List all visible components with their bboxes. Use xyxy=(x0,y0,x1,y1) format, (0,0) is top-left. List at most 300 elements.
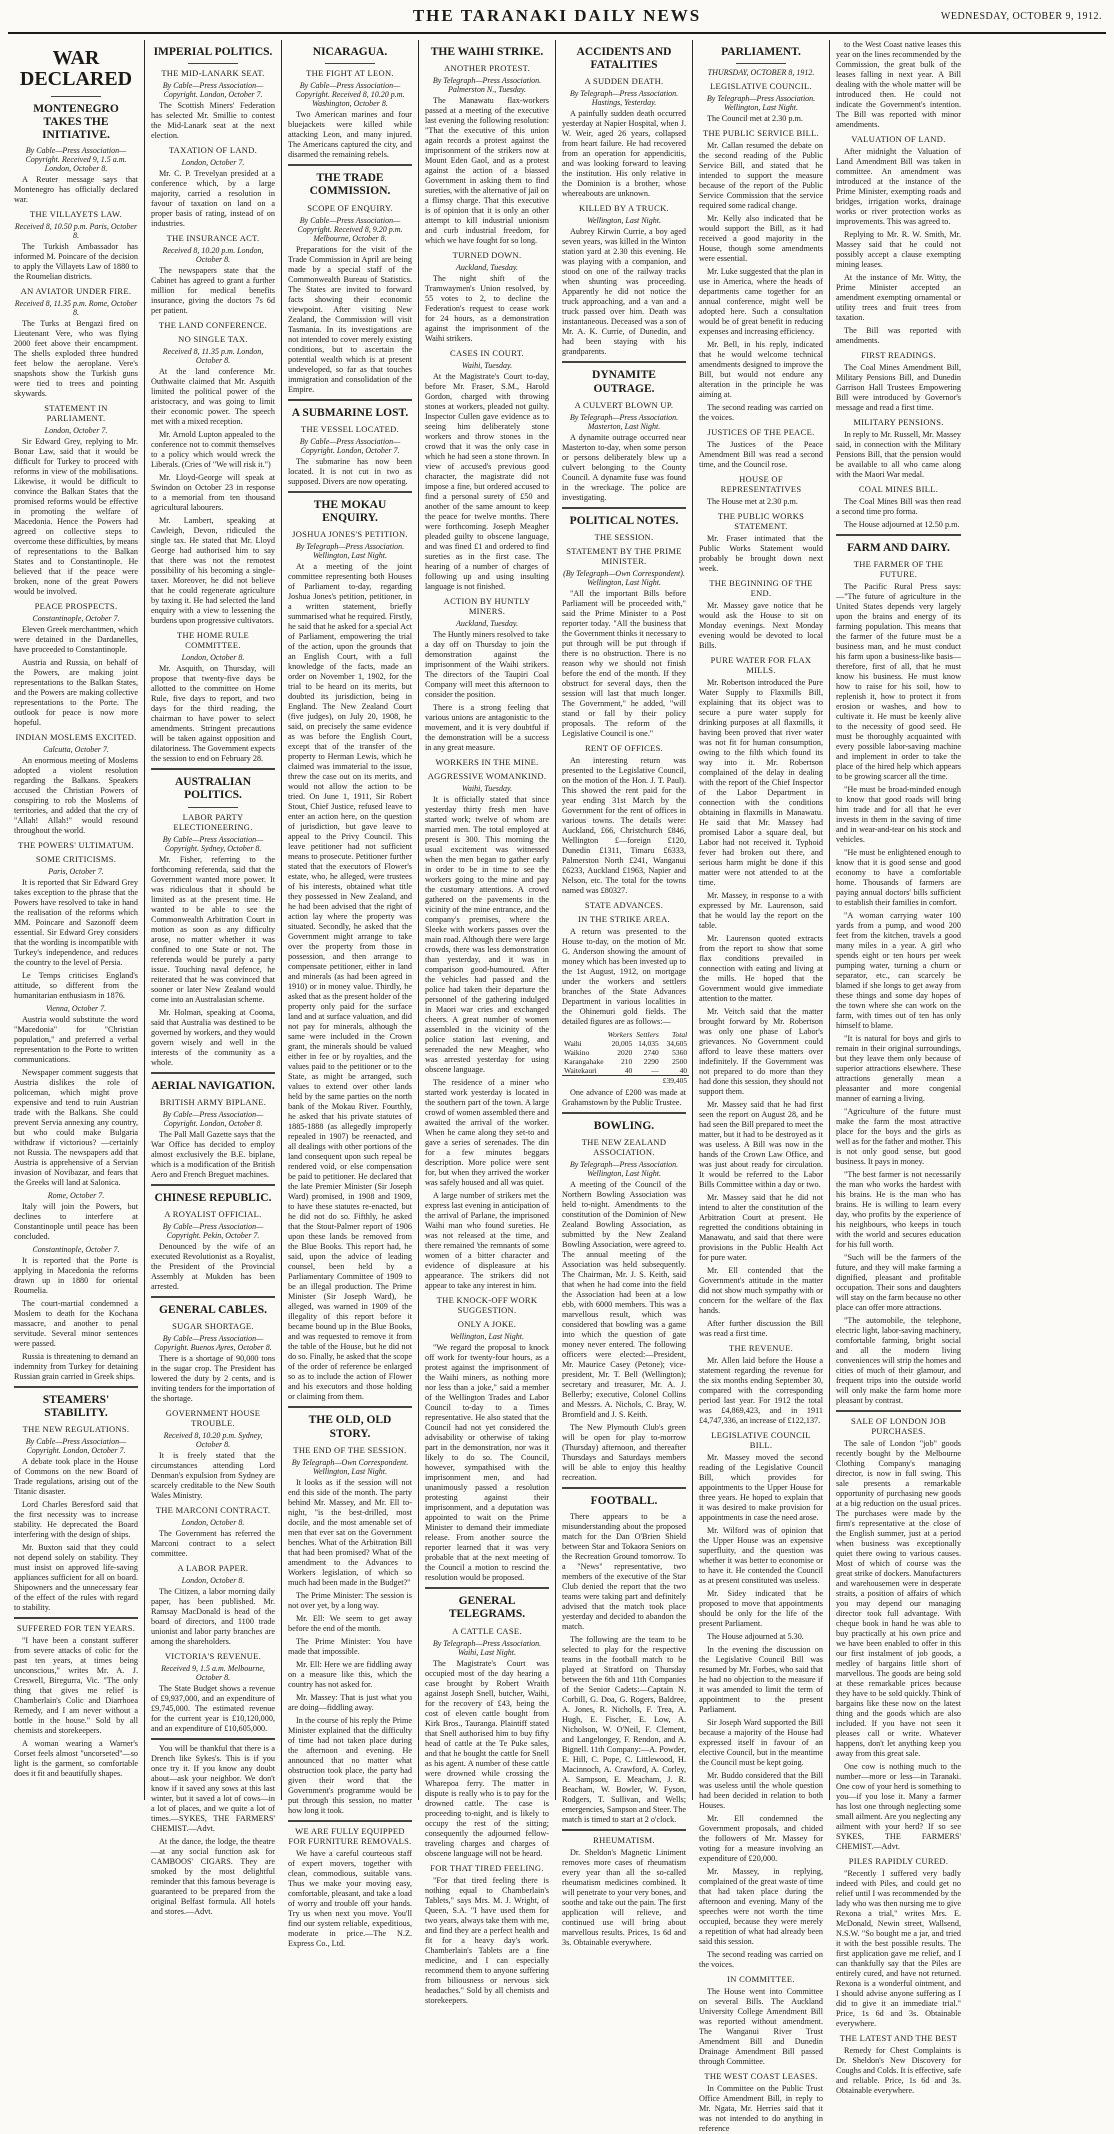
article-paragraph: A return was presented to the House to-day, on the motion of Mr. G. Anderson showing the amount of money which has been invested up to the 1st August, 1912, on mortgage under the workers and settlers branches of the State Advances Department in various localities in the Ohinemuri gold fields. The detailed figures are as follows:— xyxy=(562,927,686,1027)
article-paragraph: An interesting return was presented to the Legislative Council, on the motion of the Hon. J. T. Paul). This showed the rent paid for the year ending 31st March by the Government for the rent of offices in various towns. The details were: Auckland, £66, Christchurch £846, Wellington £—foreign £120, Dunedin £1311, Timaru £6333, Palmerston North £241, Wanganui £6233, Auckland £1963, Napier and Nelson, etc. The total for the towns named was £80327. xyxy=(562,756,686,896)
article-paragraph: Mr. Lambert, speaking at Cawleigh, Devon, ridiculed the single tax. He stated that Mr. Lloyd George had authorised him to say that there was not the remotest possibility of his becoming a single-taxer. Moreover, he did not believe that he could regenerate agriculture by taxing it. He had selected the land enquiry with a view to lessening the burdens upon progressive cultivators. xyxy=(151,516,275,626)
dateline: By Cable—Press Association—Copyright. Sydney, October 8. xyxy=(162,834,264,853)
column-divider xyxy=(325,63,375,64)
article-paragraph: Mr. Massey gave notice that he would ask the House to sit on Monday evenings. Next Monday evening would be devoted to local Bills. xyxy=(699,601,823,651)
article-paragraph: After further discussion the Bill was read a first time. xyxy=(699,1319,823,1339)
article-paragraph: Le Temps criticises England's attitude, so different from the humanitarian enthusiasm in 1876. xyxy=(14,970,138,1000)
article-paragraph: "I have been a constant sufferer from severe attacks of colic for the past ten years, at times being unconscious," writes Mr. A. J. Creswell, Biregurra, Vic. "The only thing that gives me relief is Chamberlain's Colic and Diarrhoea Remedy, and I am never without a bottle in the house." Sold by all chemists and storekeepers. xyxy=(14,1636,138,1736)
article-paragraph: Sir Joseph Ward supported the Bill because a majority of the House had expressed itself in favour of an elective Council, but in the meantime the Council must be kept going. xyxy=(699,1718,823,1768)
table-cell: 5360 xyxy=(672,1048,688,1058)
subheading: SUFFERED FOR TEN YEARS. xyxy=(16,1623,136,1634)
article-paragraph: The second reading was carried on the voices. xyxy=(699,403,823,423)
dateline: By Cable—Press Association—Copyright. London, October 7. xyxy=(162,81,264,100)
table-total-cell xyxy=(606,1076,635,1086)
article-paragraph: Mr. Sidey indicated that he proposed to move that appointments should be only for the life of the present Parliament. xyxy=(699,1589,823,1629)
subheading: LEGISLATIVE COUNCIL BILL. xyxy=(711,1430,811,1451)
table-cell: 34,605 xyxy=(666,1039,688,1049)
subheading: THE FARMER OF THE FUTURE. xyxy=(853,559,944,580)
article-paragraph: Mr. Massey, in replying, complained of the great waste of time that had taken place during the afternoon and evening. Many of the speeches were not worth the time occupied, because they were merely a repetition of what had already been said this session. xyxy=(699,1867,823,1947)
article-paragraph: Preparations for the visit of the Trade Commission in April are being made by a special staff of the Commonwealth Bureau of Statistics. The States are invited to forward facts showing their economic viewpoint. After visiting New Zealand, the Commission will visit Tasmania. In its investigations are not intended to cover merely existing conditions, but to ascertain the potential wealth which is at present undeveloped, so far as that touches immigration and consolidation of the Empire. xyxy=(288,244,412,394)
subheading: THE POWERS' ULTIMATUM. xyxy=(18,839,134,850)
column-divider xyxy=(151,768,275,770)
column-divider xyxy=(151,1296,275,1298)
subheading: THE PUBLIC WORKS STATEMENT. xyxy=(717,511,805,532)
article-paragraph: A painfully sudden death occurred yesterday at Napier Hospital, when J. W. Weir, aged 26 years, collapsed from heart failure. He had recovered from an operation for appendicitis, and was looking forward to leaving the institution. His only relative in the Dominion is a brother, whose whereabouts are unknown. xyxy=(562,109,686,199)
article-paragraph: The House adjourned at 12.50 p.m. xyxy=(844,520,960,529)
subheading: ACTION BY HUNTLY MINERS. xyxy=(443,596,531,617)
article-paragraph: Mr. Massey moved the second reading of the Legislative Council Bill, which provides for appointments to the Upper House for three years. He hoped to explain that it was desired to make provision for appointments in case the need arose. xyxy=(699,1453,823,1523)
article-paragraph: Mr. Luke suggested that the plan in use in America, where the heads of departments came together for an annual conference, might well be adopted here. Such a consultation would be of great benefit in reducing expenses and increasing efficiency. xyxy=(699,267,823,337)
article-paragraph: One cow is nothing much to the number—more or less—in Taranaki. One cow of your herd is something to you—if you lose it. Many a farmer has lost one through neglecting some small ailment. Are you neglecting any ailment with your herd? If so see SYKES, THE FARMERS' CHEMIST.—Advt. xyxy=(836,1762,961,1852)
dateline: London, October 8. xyxy=(181,653,245,663)
dateline: Wellington, Last Night. xyxy=(587,216,661,226)
subheading: THE INSURANCE ACT. xyxy=(166,233,260,244)
headline: IMPERIAL POLITICS. xyxy=(153,46,273,58)
article-paragraph: Russia is threatening to demand an indemnity from Turkey for detaining Russian grain carried in Greek ships. xyxy=(14,1351,138,1381)
dateline: (By Telegraph—Own Correspondent). Wellington, Last Night. xyxy=(563,569,685,588)
article-paragraph: You will be thankful that there is a Drench like Sykes's. This is if you once try it. If you know any doubt about—ask your neighbor. We don't know if it saved any sows at this last winter, but it saved a lot of cows—in a lot of places, and we quite a lot of times.—SYKES, THE FARMERS' CHEMIST.—Advt. xyxy=(151,1744,275,1834)
headline: DYNAMITE OUTRAGE. xyxy=(592,369,656,395)
subheading: COAL MINES BILL. xyxy=(858,484,939,494)
subheading: TAXATION OF LAND. xyxy=(168,145,258,156)
subheading: INDIAN MOSLEMS EXCITED. xyxy=(15,731,137,742)
article-paragraph: Mr. Fisher, referring to the forthcoming referenda, said that the Government wanted more power. It was ridiculous that it should be limited as at the present time. He wanted to be able to see the Commonwealth Arbitration Court in motion as soon as any difficulty arose, no matter whether it was confined to one State or not. The referenda would be purely a party issue. Touching naval defence, he reiterated that he was convinced that sooner or later New Zealand would come into an Australasian scheme. xyxy=(151,854,275,1004)
dateline: London, October 8. xyxy=(181,1576,245,1586)
dateline: Auckland, Tuesday. xyxy=(456,263,518,273)
subheading: IN COMMITTEE. xyxy=(727,1974,795,1985)
column-divider xyxy=(151,1072,275,1074)
column-divider xyxy=(288,399,412,401)
newspaper-page xyxy=(8,0,1106,2134)
article-paragraph: The Scottish Miners' Federation has selected Mr. Smillie to contest the Mid-Lanark seat at the next election. xyxy=(151,101,275,141)
article-paragraph: Mr. Veitch said that the matter brought forward by Mr. Robertson was only one phase of Labor's grievances. No Government could afford to leave these matters over indefinitely. If the Government was not prepared to do more than they had done this session, they should not support them. xyxy=(699,1007,823,1097)
article-paragraph: The newspapers state that the Cabinet has agreed to grant a further million for medical benefits insurance, giving the doctors 7s 6d per patient. xyxy=(151,266,275,316)
article-paragraph: Lord Charles Beresford said that the first necessity was to increase stability. He deprecated the Board interfering with the design of ships. xyxy=(14,1500,138,1540)
article-paragraph: The Magistrate's Court was occupied most of the day hearing a case brought by Robert Wraith against Joseph Snell, butcher, Waihi, for the recovery of £43, being the cost of eleven cattle bought from Kirk Bros., Tauranga. Plaintiff stated that Snell authorised him to buy fifty head of cattle at the Te Puke sales, and that he bought the cattle for Snell as his agent. A number of these cattle were drowned while crossing the Wharepoa ferry. The matter in dispute is really who is to pay for the drowned cattle. The case is proceeding to-night, and is likely to occupy the rest of the sitting; consequently the adjourned fellow-traveling charges and charges of obscene language will not be heard. xyxy=(425,1658,549,1858)
subheading: SALE OF LONDON JOB PURCHASES. xyxy=(851,1416,946,1437)
dateline: By Cable—Press Association—Copyright. Received 9, 1.5 a.m. London, October 8. xyxy=(25,145,127,173)
column-divider xyxy=(14,1617,138,1619)
article-paragraph: "A woman carrying water 100 yards from a pump, and wood 200 feet from the kitchen, travels a good many miles in a year. A girl who spends eight or ten hours per week pumping water, turning a churn or separator, etc., can scarcely be blamed if she longs to get away from these things and some day hopes of the town where she can work on the farm, with times out of ten has only himself to blame. xyxy=(836,911,961,1031)
table-header-cell xyxy=(562,1030,606,1039)
article-paragraph: The Council met at 2.30 p.m. xyxy=(707,114,803,124)
article-paragraph: "We regard the proposal to knock off work for twenty-four hours, as a protest against the imprisonment of the Waihi miners, as nothing more nor less than a joke," said a member of the Wellington Trades and Labor Council to-day to a Times representative. He also stated that the Council had not yet considered the advisability or otherwise of taking part in the demonstration, nor was it likely to do so. The Council, however, sympathised with the imprisonment men, and had unanimously passed a resolution protesting against their imprisonment, and a deputation was appointed to wait on the Prime Minister to demand their immediate release. From another source the reporter learned that it was very probable that at the next meeting of the Council a motion to rescind the resolution would be proposed. xyxy=(425,1343,549,1583)
column-divider xyxy=(562,361,686,363)
dateline: By Telegraph—Press Association. Wellington, Last Night. xyxy=(295,542,405,561)
column-divider xyxy=(425,1587,549,1589)
article-paragraph: The Pall Mall Gazette says that the War Office has decided to employ almost exclusively the B.E. biplane, which is a modification of the British Aero and French Breguet machines. xyxy=(151,1129,275,1179)
dateline: Received 8, 11.35 p.m. Rome, October 8. xyxy=(14,298,138,317)
article-paragraph: "All the important Bills before Parliament will be proceeded with," said the Prime Minister to a Post reporter today. "All the business that the Government thinks it necessary to put through will be put through if there is no obstruction. There is no reason why we should not finish before the end of the month. If they obstruct for several days, then the session will last that much longer. The Government," he added, "will stand or fall by their policy proposals. The reform of the Legislative Council is one." xyxy=(562,589,686,739)
subheading: WORKERS IN THE MINE. xyxy=(435,757,539,768)
table-total-cell xyxy=(634,1076,661,1086)
article-paragraph: Mr. Arnold Lupton appealed to the conference not to commit themselves to a policy which would wreck the Liberals. (Cries of "We will risk it.") xyxy=(151,430,275,470)
table-header-cell: Total xyxy=(672,1030,688,1040)
dateline: By Telegraph—Press Association. Hastings, Yesterday. xyxy=(569,89,679,108)
article-paragraph: The Coal Mines Bill was then read a second time pro forma. xyxy=(836,497,961,516)
article-paragraph: There appears to be a misunderstanding about the proposed match for the Dan O'Brien Shield between Star and Tokaora Seniors on the Recreation Ground tomorrow. To a "News" representative, two members of the executive of the Star Club denied the report that the two teams were taking part and definitely advised that the match took place yesterday and decided to abandon the match. xyxy=(562,1511,686,1631)
article-paragraph: Italy will join the Powers, but declines to interfere at Constantinople until peace has been concluded. xyxy=(14,1201,138,1241)
headline: PARLIAMENT. xyxy=(721,46,801,58)
article-paragraph: Mr. Asquith, on Thursday, will propose that twenty-five days be allotted to the committee on Home Rule, five days to report, and two days for the third reading, the chairman to have power to select amendments. Stringent precautions will be taken against opposition and dilatoriness. The Government expects the session to end on February 28. xyxy=(151,664,275,764)
headline: FOOTBALL. xyxy=(590,1495,658,1508)
headline: CHINESE REPUBLIC. xyxy=(154,1191,272,1204)
article-paragraph: Mr. Ell condemned the Government proposals, and chided the followers of Mr. Massey for voting for a measure involving an expenditure of £20,000. xyxy=(699,1814,823,1864)
subheading: STATE ADVANCES. xyxy=(584,900,664,911)
dateline: Constantinople, October 7. xyxy=(32,1244,120,1254)
article-paragraph: Denounced by the wife of an executed Revolutionist as a Royalist, the President of the Provincial Assembly at Mukden has been arrested. xyxy=(151,1242,275,1292)
article-paragraph: It is reported that the Porte is applying in Macedonia the reforms drawn up in 1880 for oriental Roumelia. xyxy=(14,1255,138,1295)
headline: WAR DECLARED xyxy=(19,47,133,90)
table-cell: 2740 xyxy=(643,1048,659,1058)
article-paragraph: In the course of his reply the Prime Minister explained that the difficulty of time had not taken place during the afternoon and evening. He announced that no matter what obstruction took place, the party had given their word that the Government's programme would be put through this session, no matter how long it took. xyxy=(288,1715,412,1815)
issue-date: WEDNESDAY, OCTOBER 9, 1912. xyxy=(940,11,1102,22)
subheading: THE REVENUE. xyxy=(728,1343,794,1354)
subheading: THE MID-LANARK SEAT. xyxy=(161,68,265,79)
article-paragraph: The night shift of the Tramwaymen's Union resolved, by 55 votes to 2, to decline the Federation's request to cease work for 24 hours, as a demonstration against the imprisonment of the Waihi strikers. xyxy=(425,274,549,344)
article-paragraph: The submarine has now been located. It is not cut in two as supposed. Divers are now operating. xyxy=(288,456,412,486)
article-paragraph: "For that tired feeling there is nothing equal to Chamberlain's Tablets," says Mrs. M. J. Wright, of Queen, S.A. "I have used them for two years, always take them with me, and find they are a perfect health and fit for a heavy day's work. Chamberlain's Tablets are a fine medicine, and I can especially recommend them to anyone suffering from biliousness or nervous sick headaches." Sold by all chemists and storekeepers. xyxy=(425,1875,549,2005)
subheading: LABOR PARTY ELECTIONEERING. xyxy=(173,811,253,832)
article-paragraph: The Government has referred the Marconi contract to a select committee. xyxy=(151,1529,275,1559)
subheading: ONLY A JOKE. xyxy=(457,1319,517,1330)
headline: THE TRADE COMMISSION. xyxy=(309,172,391,198)
column-divider xyxy=(836,1410,961,1412)
subheading: HOUSE OF REPRESENTATIVES xyxy=(720,474,802,495)
subheading: SUGAR SHORTAGE. xyxy=(172,1321,254,1332)
headline: NICARAGUA. xyxy=(312,46,388,58)
column-divider xyxy=(51,96,101,97)
subheading: THE MARCONI CONTRACT. xyxy=(155,1505,271,1516)
headline: A SUBMARINE LOST. xyxy=(291,406,409,419)
headline: STEAMERS' STABILITY. xyxy=(42,1393,110,1419)
article-paragraph: The House met at 2.30 p.m. xyxy=(707,497,798,507)
subheading: STATEMENT BY THE PRIME MINISTER. xyxy=(566,546,682,567)
article-paragraph: The Prime Minister: The session is not over yet, by a long way. xyxy=(288,1590,412,1610)
dateline: By Telegraph—Press Association. Palmerston N., Tuesday. xyxy=(432,76,542,95)
subheading: JUSTICES OF THE PEACE. xyxy=(707,427,815,438)
subheading: TURNED DOWN. xyxy=(452,250,522,261)
subheading: THE FIGHT AT LEON. xyxy=(306,68,394,79)
dateline: London, October 8. xyxy=(181,1518,245,1528)
article-paragraph: "He must be broad-minded enough to know that good roads will bring him trade and for all that he ever invests in them in the saving of time and in wear-and-tear on his stock and vehicles. xyxy=(836,785,961,845)
article-paragraph: Mr. Massey said that he did not intend to alter the constitution of the Arbitration Court at present. He regretted the conditions obtaining in Manawatu, and said that there were provisions in the Public Health Act for pure water. xyxy=(699,1193,823,1263)
subheading: IN THE STRIKE AREA. xyxy=(578,914,670,925)
article-paragraph: A Reuter message says that Montenegro has officially declared war. xyxy=(14,174,138,204)
article-paragraph: It looks as if the session will not end this side of the month. The party behind Mr. Massey, and Mr. Ell to-night, "is the best-drilled, most docile, and the most amenable set of men that ever sat on the Government benches. What of the Arbitration Bill that had been promised? What of the amendment to the Advances to Workers legislation, of which so much had been made in the Budget?" xyxy=(288,1477,412,1587)
article-paragraph: Mr. Holman, speaking at Cooma, said that Australia was destined to be governed by workers, and they would govern wisely and well in the interests of the community as a whole. xyxy=(151,1007,275,1067)
column-7 xyxy=(830,40,967,2096)
article-paragraph: There is a shortage of 90,000 tons in the sugar crop. The President has lowered the duty by 2 cents, and is inviting tenders for the importation of the shortage. xyxy=(151,1354,275,1404)
article-paragraph: The following are the team to be selected to play for the respective teams in the football match to be played at Stratford on Thursday between the 6th and 11th Companies of the Senior Cadets:—Captain N. Corbill, G. Doa, G. Rogers, Baldree, A. Jones, R. Nicholls, F. Trea, A. Hugh, E. Fischer, E. Low, A. Nicholson, W. O'Neil, F. Clement, and Langelongey, F. Rendon, and A. Bignell. 11th Company:—A. Powder, E. Hill, C. Pope, C. Littlewood, H. Macinnoch, A. Crawford, A. Corley, A. Sampson, E. Meacham, J. R. Beacham, W. Bowler, W. Fyson, Rodgers, T. Sullivan, and Wells; emergencies, Sampson and Steer. The match is timed to start at 2 o'clock. xyxy=(562,1634,686,1824)
headline: AUSTRALIAN POLITICS. xyxy=(174,776,252,802)
article-paragraph: "Agriculture of the future must make the farm the most attractive place for the boys and the girls as well as for the father and mother. This is not only good sense, but good business. It pays in money. xyxy=(836,1107,961,1167)
subheading: FIRST READINGS. xyxy=(861,350,936,360)
column-divider xyxy=(836,534,961,536)
article-paragraph: Mr. Kelly also indicated that he would support the Bill, as it had received a good majority in the House, though some amendments were essential. xyxy=(699,214,823,264)
article-paragraph: The House adjourned at 5.30. xyxy=(707,1632,804,1642)
dateline: By Telegraph—Press Association. Wellington, Last Night. xyxy=(569,1160,679,1179)
dateline: By Cable—Press Association—Copyright. London, October 7. xyxy=(299,436,401,455)
column-divider xyxy=(288,491,412,493)
table-row xyxy=(562,1039,689,1048)
column-divider xyxy=(188,807,238,808)
table-row xyxy=(562,1066,689,1076)
article-paragraph: The State Budget shows a revenue of £9,937,000, and an expenditure of £9,745,000. The estimated revenue for the current year is £10,120,000, and an expenditure of £10,605,000. xyxy=(151,1684,275,1734)
article-paragraph: The sale of London "job" goods recently bought by the Melbourne Clothing Company's managing director, is now in full swing. This sale presents a remarkable opportunity of purchasing new goods at a big reduction on the usual prices. The purchases were made by the firm's representative at the close of the English summer, just at a period when business was exceptionally quiet there owing to various causes. Most of which of course was the great strike of dockers. Manufacturers and warehousemen were in desperate straits, a position of affairs of which you may depend our managing director took full advantage. With cheque book in hand he was able to buy practically at his own price and we have been enabled to offer in this our first instalment of job goods, a medley of bargains little short of marvellous. The goods are being sold at these remarkable prices because they have to be sold quickly. Think of bargains like these now on the latest thing and the goods which are also included. If you have not seen it pleases call or write. Whatever happens, don't let anything keep you away from this great sale. xyxy=(836,1439,961,1759)
article-paragraph: The second reading was carried on the voices. xyxy=(699,1950,823,1970)
subheading: THE KNOCK-OFF WORK SUGGESTION. xyxy=(436,1295,538,1316)
article-paragraph: "It is natural for boys and girls to remain in their original surroundings, but they leave them only because of superior attractions elsewhere. These attractions generally mean a pleasanter and more congenial manner of earning a living. xyxy=(836,1034,961,1104)
subheading: KILLED BY A TRUCK. xyxy=(579,203,669,214)
article-paragraph: The House went into Committee on several Bills. The Auckland University College Amendment Bill was reported without amendment. The Wanganui River Trust Amendment Bill and Dunedin Drainage Amendment Bill passed through Committee. xyxy=(699,1987,823,2067)
article-paragraph: One advance of £200 was made at Grahamstown by the Public Trustee. xyxy=(562,1088,686,1108)
table-cell: 20,005 xyxy=(611,1039,633,1049)
column-divider xyxy=(562,507,686,509)
article-paragraph: In reply to Mr. Russell, Mr. Massey said, in connection with the Military Pensions Bill, that the pension would be available to all who came along with the Maori War medal. xyxy=(836,430,961,479)
dateline: Received 9, 1.5 a.m. Melbourne, October 8. xyxy=(161,1664,265,1683)
article-paragraph: The Turkish Ambassador has informed M. Poincare of the decision to apply the Villayets Law of 1880 to the Roumelian districts. xyxy=(14,241,138,281)
column-2 xyxy=(145,40,282,1917)
subheading: CASES IN COURT. xyxy=(450,348,524,359)
article-paragraph: Austria and Russia, on behalf of the Powers, are making joint representations to the Balkan States, and the Powers are making collective representations to the Porte. The outlook for peace is now more hopeful. xyxy=(14,657,138,727)
headline: THE MOKAU ENQUIRY. xyxy=(313,498,387,525)
article-paragraph: The New Plymouth Club's green will be open for play to-morrow (Thursday) afternoon, and thereafter Thursdays and Saturdays members will be able to enjoy this healthy recreation. xyxy=(562,1423,686,1483)
dateline: Paris, October 7. xyxy=(48,866,104,876)
article-paragraph: Sir Edward Grey, replying to Mr. Bonar Law, said that it would be difficult for Turkey to proceed with reforms in view of the mobilisations. Likewise, it would be difficult to convince the Balkan States that the promised reforms would be effective in promoting the welfare of Macedonia. Hence the Powers had agreed on collective steps to overcome these difficulties, by means of representations to the Balkan States and to Constantinople. He believed that if the peace were broken, none of the great Powers would be involved. xyxy=(14,436,138,596)
subheading: THE SESSION. xyxy=(594,532,654,543)
article-paragraph: Austria would substitute the word "Macedonia" for "Christian population," and preferred a verbal representation to the Porte to written communications. xyxy=(14,1014,138,1064)
table-cell: 40 xyxy=(679,1066,688,1076)
dateline: By Cable—Press Association—Copyright. Received 8, 9.20 p.m. Melbourne, October 8. xyxy=(297,215,403,243)
column-5 xyxy=(556,40,693,1947)
subheading: PURE WATER FOR FLAX MILLS. xyxy=(710,655,812,676)
dateline: Auckland, Tuesday. xyxy=(456,619,518,629)
subheading: AN AVIATOR UNDER FIRE. xyxy=(20,285,132,296)
subheading: MILITARY PENSIONS. xyxy=(853,417,944,427)
article-paragraph: The Bill was reported with amendments. xyxy=(836,326,961,345)
table-cell: — xyxy=(651,1066,659,1076)
table-row xyxy=(562,1048,689,1057)
headline: POLITICAL NOTES. xyxy=(569,514,679,527)
article-columns xyxy=(8,40,1106,2134)
column-divider xyxy=(562,1829,686,1831)
headline: GENERAL TELEGRAMS. xyxy=(448,1595,526,1621)
article-paragraph: It is freely stated that the circumstances attending Lord Denman's expulsion from Sydney are scarcely creditable to the New South Wales Ministry. xyxy=(151,1451,275,1501)
subheading: THE NEW ZEALAND ASSOCIATION. xyxy=(581,1137,667,1158)
subheading: FOR THAT TIRED FEELING. xyxy=(430,1862,544,1873)
table-header-cell: Workers xyxy=(607,1030,633,1040)
headline: MONTENEGRO TAKES THE INITIATIVE. xyxy=(33,103,119,142)
article-paragraph: In the evening the discussion on the Legislative Council Bill was resumed by Mr. Forbes, who said that he had no objection to the measure if it was amended to limit the term of appointment to the present Parliament. xyxy=(699,1645,823,1715)
table-cell: 2020 xyxy=(617,1048,633,1058)
article-paragraph: Mr. Bell, in his reply, indicated that he would welcome technical amendments designed to improve the Bill, but would not endure any alteration in the principle he was aiming at. xyxy=(699,340,823,400)
article-paragraph: "The automobile, the telephone, electric light, labor-saving machinery, comfortable farming, bright social and all the modern living conveniences will strip the homes and cities of much of their glamour, and frequent trips into the outside world will only make the farm home more pleasant by contrast. xyxy=(836,1316,961,1406)
column-divider xyxy=(562,1112,686,1114)
subheading: WE ARE FULLY EQUIPPED FOR FURNITURE REMOVALS. xyxy=(288,1825,412,1846)
table-cell: 2290 xyxy=(643,1057,659,1067)
subheading: LEGISLATIVE COUNCIL. xyxy=(710,81,812,92)
column-divider xyxy=(14,1386,138,1388)
dateline: By Cable—Press Association—Copyright. London, October 7. xyxy=(25,1437,127,1456)
subheading: THE HOME RULE COMMITTEE. xyxy=(177,630,249,651)
subheading: PILES RAPIDLY CURED. xyxy=(848,1856,949,1867)
article-paragraph: Mr. Lloyd-George will speak at Swindon on October 23 in response to a memorial from ten thousand agricultural labourers. xyxy=(151,473,275,513)
dateline: Waihi, Tuesday. xyxy=(461,361,513,371)
article-paragraph: The court-martial condemned a Moslem to death for the Kochana massacre, and another to penal servitude. Several minor sentences were passed. xyxy=(14,1298,138,1348)
dateline: By Cable—Press Association—Copyright. Received 8, 10.20 p.m. Washington, October 8. xyxy=(295,81,405,109)
article-paragraph: Mr. Fraser intimated that the Public Works Statement would probably be brought down next week. xyxy=(699,534,823,574)
article-paragraph: Newspaper comment suggests that Austria dislikes the role of policeman, which might prove expensive and tend to ruin Austrian trade with the Balkans. She could prevent Servia annexing any country, but who could make Bulgaria withdraw if victorious? —certainly not Russia. The newspapers add that Austria is apprehensive of a Servian invasion of Novibazar, and fears that the Greeks will land at Salonica. xyxy=(14,1067,138,1187)
newspaper-title: THE TARANAKI DAILY NEWS xyxy=(412,6,702,25)
article-paragraph: Mr. Buddo considered that the Bill was useless until the whole question had been decided in relation to both Houses. xyxy=(699,1771,823,1811)
article-paragraph: "The best farmer is not necessarily the man who works the hardest with his brains. He is the man who has brains. He is willing to learn every day, who profits by the experience of his neighbours, who keeps in touch with the world and secures education for his full worth. xyxy=(836,1170,961,1250)
subheading: THE VESSEL LOCATED. xyxy=(300,423,400,434)
subheading: VICTORIA'S REVENUE. xyxy=(164,1651,262,1662)
subheading: THE BEGINNING OF THE END. xyxy=(709,578,813,599)
subheading: VALUATION OF LAND. xyxy=(851,134,946,144)
article-paragraph: It is reported that Sir Edward Grey takes exception to the phrase that the Powers have resolved to take in hand the realisation of the reforms which MM. Poincare and Sazonoff deem essential. Sir Edward Grey considers that the wording is incompatible with Turkey's independence, and reduces the country to the level of Persia. xyxy=(14,877,138,967)
subheading: A LABOR PAPER. xyxy=(177,1563,249,1574)
dateline: Vienna, October 7. xyxy=(45,1003,107,1013)
table-cell: Waikino xyxy=(564,1048,590,1058)
subheading: THE LAND CONFERENCE. xyxy=(158,320,268,331)
article-paragraph: The Prime Minister: You have made that impossible. xyxy=(288,1636,412,1656)
table-total-row xyxy=(562,1076,689,1086)
article-paragraph: A meeting of the Council of the Northern Bowling Association was held to-night. Amendments to the constitution of the Dominion of New Zealand Bowling Association, as submitted by the New Zealand Bowling Association, were agreed to. The annual meeting of the Association was held subsequently. The Chairman, Mr. J. S. Keith, said that when he had come into the field the Association had been at a low ebb, with 6000 members. This was a marvellous result, which was considered that bowling was a game into which the question of gate money never entered. The following officers were elected:—President, Mr. Maurice Casey (Petone); vice-president, Mr. T. Bell (Wellington); secretary and treasurer, Mr. A. J. Bellerby; executive, Colonel Collins and Messrs. A. Nichols, C. Bray, W. Bromfield and J. S. Keith. xyxy=(562,1180,686,1420)
article-paragraph: Two American marines and four bluejackets were killed while attacking Leon, and many injured. The Americans captured the city, and disarmed the remaining rebels. xyxy=(288,110,412,160)
article-paragraph: A debate took place in the House of Commons on the new Board of Trade regulations, arising out of the Titanic disaster. xyxy=(14,1457,138,1497)
article-paragraph: At the instance of Mr. Witty, the Prime Minister accepted an amendment exempting ornamental or utility trees and fruit trees from taxation. xyxy=(836,273,961,322)
table-total-cell: £39,405 xyxy=(662,1076,688,1086)
table-cell: 210 xyxy=(621,1057,633,1067)
article-paragraph: A large number of strikers met the express last evening in anticipation of the arrival of Parlane, the imprisoned Waihi man who found sureties. He was not released at the time, and there remained 'the remnants of some women of a bitter character and evidence of displeasure at his appearance. The strikers did not appear to take any interest in him. xyxy=(425,1191,549,1291)
article-paragraph: Mr. Massey said that he had first seen the report on August 28, and he had seen the Bill prepared to meet the matter, but it had to be destroyed as it was useless. A Bill was now in the hands of the Crown Law Office, and was just about ready for circulation. It would be referred to the Labor Bills Committee within a day or two. xyxy=(699,1100,823,1190)
headline: AERIAL NAVIGATION. xyxy=(151,1079,275,1092)
subheading: RENT OF OFFICES. xyxy=(584,743,664,754)
subheading: JOSHUA JONES'S PETITION. xyxy=(292,529,408,540)
article-paragraph: The residence of a miner who started work yesterday is located in the southern part of the town. A large crowd of women assembled there and awaited the arrival of the worker. When he came along they set-to and gave a series of serenades. The din for a few minutes beggars description. More police were sent for, but when they arrived the worker was safely housed and all was quiet. xyxy=(425,1078,549,1188)
article-paragraph: At the land conference Mr. Outhwaite claimed that Mr. Asquith limited the political power of the aristocracy, and was going to limit their economic power. The speech met with a mixed reception. xyxy=(151,367,275,427)
dateline: Received 8, 10.20 p.m. London, October 8. xyxy=(162,246,264,265)
article-paragraph: "Recently I suffered very badly indeed with Piles, and could get no relief until I was recommended by the lady who was then nursing me to give Rexona a trial," writes Mrs. E. McDonald, Newin street, Wallsend, N.S.W. "So bought me a jar, and tried it with the best possible results. The first application gave me relief, and I can thankfully say that the Piles are entirely cured, and have not returned. Rexona is a wonderful ointment, and I should advise anyone suffering as I did to give it an immediate trial." Price, 1s 6d and 3s. Obtainable everywhere. xyxy=(836,1869,961,2029)
headline: ACCIDENTS AND FATALITIES xyxy=(576,46,672,72)
article-paragraph: Mr. Laurenson quoted extracts from the report to show that some flax conditions prevailed in connection with eating and living at the mills. He hoped that the Government would give immediate attention to the matter. xyxy=(699,934,823,1004)
article-paragraph: The Turks at Bengazi fired on Lieutenant Vere, who was flying 2000 feet above their encampment. The shells exploded three hundred feet below the aeroplane. Vere's snapshots show the Turkish guns were tied to trees and pointing skywards. xyxy=(14,318,138,398)
subheading: THE NEW REGULATIONS. xyxy=(22,1424,130,1435)
article-paragraph: An enormous meeting of Moslems adopted a violent resolution regarding the Balkans. Speakers accused the Christian Powers of conspiring to rob the Moslems of territories, and added that the cry of "Allah! Allah!" would resound throughout the world. xyxy=(14,755,138,835)
table-cell: Waihi xyxy=(564,1039,582,1049)
article-paragraph: Dr. Sheldon's Magnetic Liniment removes more cases of rheumatism every year than all the so-called rheumatism medicines combined. It will penetrate to your very bones, and soothe and take out the pain. The first application will relieve, and continued use will bring about marvellous results. Prices, 1s 6d and 3s. Obtainable everywhere. xyxy=(562,1847,686,1947)
subheading: NO SINGLE TAX. xyxy=(178,334,248,345)
subheading: THE WEST COAST LEASES. xyxy=(704,2071,818,2082)
article-paragraph: Mr. Massey: That is just what you are doing—fiddling away. xyxy=(288,1692,412,1712)
column-divider xyxy=(151,1184,275,1186)
article-paragraph: Mr. Ell: We seem to get away before the end of the month. xyxy=(288,1613,412,1633)
figures-table xyxy=(562,1030,689,1085)
subheading: GOVERNMENT HOUSE TROUBLE. xyxy=(165,1408,261,1429)
dateline: By Cable—Press Association—Copyright. London, October 8. xyxy=(162,1109,264,1128)
article-paragraph: Eleven Greek merchantmen, which were detained in the Dardanelles, have proceeded to Constantinople. xyxy=(14,624,138,654)
article-paragraph: A woman wearing a Warner's Corset feels almost "uncorseted"—so light is the garment, so comfortable does it fit and beautifully shapes. xyxy=(14,1739,138,1779)
dateline: Rome, October 7. xyxy=(47,1190,105,1200)
subheading: A SUDDEN DEATH. xyxy=(584,76,664,87)
article-paragraph: The Coal Mines Amendment Bill, Military Pensions Bill, and Dunedin Garrison Hall Trustees Empowering Bill were introduced by Governor's message and read a first time. xyxy=(836,363,961,412)
column-divider xyxy=(736,63,786,64)
subheading: A CATTLE CASE. xyxy=(452,1625,522,1636)
headline: BOWLING. xyxy=(593,1120,655,1133)
article-paragraph: At the Magistrate's Court to-day, before Mr. Fraser, S.M., Harold Gordon, charged with throwing stones at workers, pleaded not guilty. Inspector Cullen gave evidence as to seeing him deliberately stone workers and throw stones in the crowd that it was the only case in which he had seen a stone thrown. In view of accused's previous good character, the magistrate did not impose a fine, but ordered accused to find a personal surety of £50 and another of the same amount to keep the peace for twelve months. There were forthcoming. Joseph Meagher pleaded guilty to obscene language, and was fined £1 and ordered to find sureties as in the first case. The hearing of a number of charges of following up and using insulting language is not finished. xyxy=(425,372,549,592)
dateline: Received 8, 11.35 p.m. London, October 8. xyxy=(162,347,264,366)
dateline: By Telegraph—Own Correspondent. Wellington, Last Night. xyxy=(291,1457,409,1476)
article-paragraph: "Such will be the farmers of the future, and they will make farming a dignified, pleasant and profitable occupation. Their sons and daughters will stay on the farm because no other place can offer more attractions. xyxy=(836,1253,961,1313)
headline: GENERAL CABLES. xyxy=(158,1304,267,1317)
subheading: BRITISH ARMY BIPLANE. xyxy=(159,1096,267,1107)
article-paragraph: Aubrey Kirwin Currie, a boy aged seven years, was killed in the Winton station yard at 2.30 this evening. He was playing with a companion, and stood on one of the railway tracks when shunting was proceeding. Apparently he did not notice the truck approaching, and a van and a truck passed over him. Death was instantaneous. Deceased was a son of Mr. A. K. Currie, of Dunedin, and had been staying with his grandparents. xyxy=(562,227,686,357)
masthead xyxy=(8,4,1106,34)
article-paragraph: At a meeting of the joint committee representing both Houses of Parliament to-day, regarding Joshua Jones's petition, petitioner, in a written statement, briefly summarised what he required. Firstly, he said that he asked for a special Act of Parliament, empowering the trial of the action, upon the grounds that an English Court, with a full knowledge of the facts, made an order on November 1, 1902, for the trial to be heard on its merits, but doubted its jurisdiction, being in England. The New Zealand Court (five judges), on July 20, 1908, he said, on precisely the same evidence as was before the English Court, except that of the transfer of the property to Herman Lewis, which he claimed was immaterial to the issue, threw the case out on its merits, and would not allow the action to be tried. On June 1, 1911, Sir Robert Stout, Chief Justice, refused leave to enter an action here, on the question of jurisdiction, but gave leave to appeal to the Privy Council. This leave petitioner had not sufficient means to prosecute. Petitioner further stated that the executors of Flower's estate, who, he alleged, were trustees of his interests, obtained what title they possessed in New Zealand, and he had been advised that the right of action lay where the property was situated. Secondly, he asked that the Government might arrange to take over the property from those in possession, and then arrange to compensate petitioner, either in land and minerals (as had been agreed in 1910) or in money value. Thirdly, he asked that as the present holder of the property only paid for the surface land and at surface valuation, and did not pay for minerals, although the same were included in the Crown grant, the minerals should be valued either in fee or by royalties, and the values paid to the petitioner or to the State, as might be arranged, such values to extend over other lands held by the same parties on the north bank of the Mokau River. Fourthly, he asked that his private statutes of 1885-1888 (as allegedly improperly repealed in 1907) be reenacted, and all dealings with other portions of the land consequent upon such repeal be rendered void, or else compensation be paid to petitioner. He declared that the late Premier Minister (Sir Joseph Ward) promised, in 1908 and 1909, to have these statutes re-enacted, but he did not do so. Fifthly, he asked that the Stout-Palmer report of 1906 upon these lands be removed from the Blue Books. This report had, he said, upon the advice of leading counsel, been held by a Parliamentary Committee of 1909 to be an illegal production. The Prime Minister (Sir Joseph Ward), he alleged, was warned in 1909 of the illegality of this report before it became bound up in the Blue Books, and was requested to remove it from the table of the House, but he did not do so. Finally, he asked that the scope of the order of reference be enlarged so as to include the action of Flower and his executors and those holding or claiming from them. xyxy=(288,562,412,1402)
dateline: THURSDAY, OCTOBER 8, 1912. xyxy=(707,68,815,78)
dateline: London, October 7. xyxy=(181,158,245,168)
subheading: THE PUBLIC SERVICE BILL. xyxy=(702,128,820,139)
dateline: Calcutta, October 7. xyxy=(43,744,109,754)
dateline: Wellington, Last Night. xyxy=(450,1332,524,1342)
column-divider xyxy=(151,1738,275,1740)
dateline: London, October 7. xyxy=(44,425,108,435)
article-paragraph: In Committee on the Public Trust Office Amendment Bill, in reply to Mr. Ngata, Mr. Herries said that it was not intended to do anything in reference xyxy=(699,2084,823,2134)
article-paragraph: The Manawatu flax-workers passed at a meeting of the executive last evening the following resolution: "That the executive of this union again records a protest against the imprisonment of the strikers now at Mount Eden Gaol, and as a protest against the action of a biassed Government in asking them to find sureties, with the alternative of jail on a flimsy charge. That this executive is of opinion that it is only an other attempt to kill industrial unionism and curb industrial freedom, for which we have fought for so long. xyxy=(425,96,549,246)
dateline: By Telegraph—Press Association. Masterton, Last Night. xyxy=(569,412,679,431)
article-paragraph: At the dance, the lodge, the theatre—at any social function ask for CAMBOOS' CIGARS. They are smoked by the most delightful reminder that this famous beverage is guaranteed to be prepared from the original Belfast formula. All hotels and stores.—Advt. xyxy=(151,1837,275,1917)
article-paragraph: The Huntly miners resolved to take a day off on Thursday to join the demonstration against the imprisonment of the Waihi strikers. The directors of the Taupiri Coal Company will meet this afternoon to consider the position. xyxy=(425,630,549,700)
subheading: THE END OF THE SESSION. xyxy=(293,1444,407,1455)
article-paragraph: We have a careful courteous staff of expert movers, together with clean, commodious, suitable vans. Thus we make your moving easy, comfortable, pleasant, and take a load of worry and trouble off your hands. Try us when next you move. You'll find our system reliable, expeditious, moderate in price.—The N.Z. Express Co., Ltd. xyxy=(288,1848,412,1948)
column-4 xyxy=(419,40,556,2005)
subheading: ANOTHER PROTEST. xyxy=(444,63,530,74)
article-paragraph: The Justices of the Peace Amendment Bill was read a second time, and the Council rose. xyxy=(699,440,823,470)
article-paragraph: Mr. Ell: Here we are fiddling away on a measure like this, which the country has not asked for. xyxy=(288,1659,412,1689)
article-paragraph: A dynamite outrage occurred near Masterton to-day, when some person or persons deliberately blew up a culvert belonging to the County Council. A dynamite fuse was found in the wreckage. The police are investigating. xyxy=(562,432,686,502)
article-paragraph: Mr. C. P. Trevelyan presided at a conference which, by a large majority, carried a resolution in favour of taxation on land on a proper basis of rating, instead of on industries. xyxy=(151,169,275,229)
article-paragraph: "He must be enlightened enough to know that it is good sense and good economy to have a comfortable home. Thousands of farmers are paying annual doctors' bills sufficient to establish their families in comfort. xyxy=(836,848,961,908)
column-divider xyxy=(288,164,412,166)
article-paragraph: Mr. Wilford was of opinion that the Upper House was an expensive superfluity, and the question was whether it was better to economise or to have it. He contended the Council as at present constituted was useless. xyxy=(699,1526,823,1586)
table-cell: 14,035 xyxy=(638,1039,659,1049)
subheading: AGGRESSIVE WOMANKIND. xyxy=(427,771,547,782)
column-6 xyxy=(693,40,830,2134)
table-cell: 40 xyxy=(624,1066,633,1076)
dateline: By Cable—Press Association—Copyright. Buenos Ayres, October 8. xyxy=(154,1334,272,1353)
subheading: PEACE PROSPECTS. xyxy=(34,600,118,611)
column-divider xyxy=(288,1406,412,1408)
column-divider xyxy=(288,1820,412,1822)
dateline: By Telegraph—Press Association. Wellington, Last Night. xyxy=(706,94,816,113)
subheading: THE LATEST AND THE BEST xyxy=(839,2033,958,2044)
table-total-cell xyxy=(562,1076,606,1086)
article-paragraph: Mr. Massey, in response to a with expressed by Mr. Laurenson, said that he would lay the report on the table. xyxy=(699,891,823,931)
dateline: Received 8, 10.50 p.m. Paris, October 8. xyxy=(14,221,138,240)
article-paragraph: After midnight the Valuation of Land Amendment Bill was taken in committee. An amendment was introduced at the instance of the Prime Minister, exempting roads and bridges, irrigation works, drainage works or river protection works as improvements. This was agreed to. xyxy=(836,147,961,226)
article-paragraph: Mr. Robertson introduced the Pure Water Supply to Flaxmills Bill, explaining that its object was to secure a pure water supply for drinking purposes at all flaxmills, it having been proved that river water was not fit for human consumption, owing to the filth which found its way into it. Mr. Robertson complained of the delay in dealing with the report of the Chief Inspector of the Labor Department in connection with the conditions obtaining in flaxmills in Manawatu. He said that Mr. Massey had promised Labor a square deal, but Labor had not received it. Typhoid fever had broken out there, and serious harm might be done if this matter were not attended to at the time. xyxy=(699,678,823,888)
article-paragraph: Remedy for Chest Complaints is Dr. Sheldon's New Discovery for Coughs and Colds. It is effective, safe and reliable. Price, 1s 6d and 3s. Obtainable everywhere. xyxy=(836,2046,961,2096)
column-divider xyxy=(188,63,238,64)
headline: THE OLD, OLD STORY. xyxy=(308,1414,392,1440)
dateline: Received 8, 10.20 p.m. Sydney, October 8. xyxy=(163,1431,263,1450)
headline: FARM AND DAIRY. xyxy=(847,542,950,554)
subheading: SOME CRITICISMS. xyxy=(35,853,117,864)
table-cell: 2500 xyxy=(672,1057,688,1067)
dateline: By Telegraph—Press Association. Waihi, Last Night. xyxy=(432,1638,542,1657)
